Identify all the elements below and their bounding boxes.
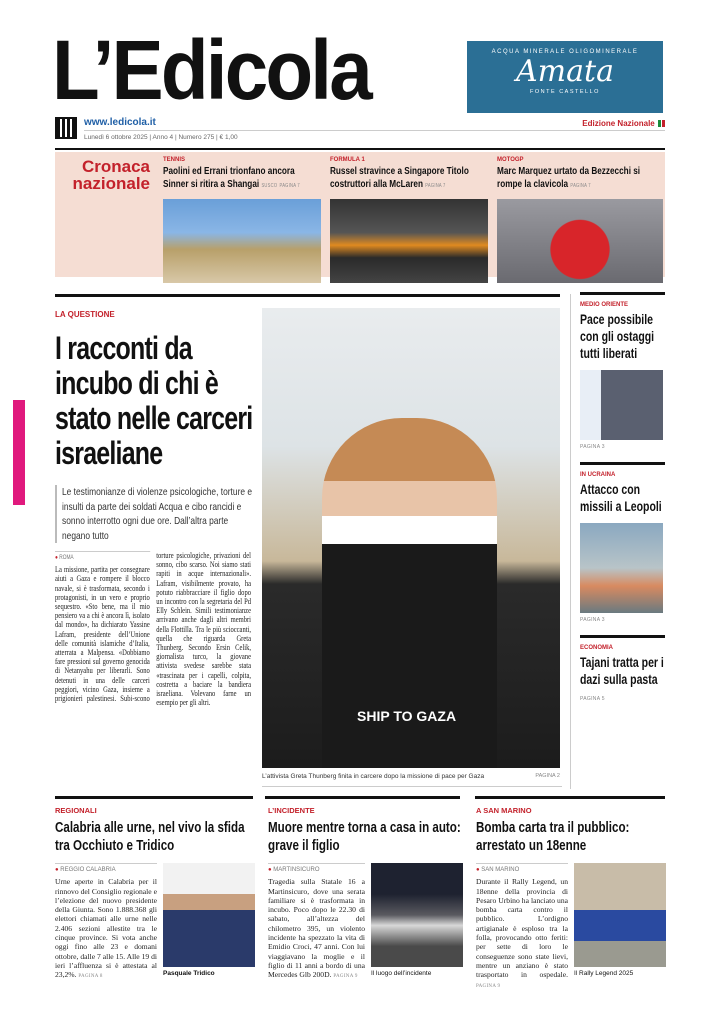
kicker: MOTOGP (497, 157, 524, 163)
tridico-photo (163, 863, 255, 967)
page-ref: PAGINA 2 (535, 773, 560, 779)
page-ref: PAGINA 9 (333, 974, 358, 980)
rally-photo (574, 863, 666, 967)
lead-photo (262, 308, 560, 768)
lead-body (55, 551, 251, 707)
kicker: MEDIO ORIENTE (580, 302, 629, 308)
masthead-logo: L’Edicola (52, 23, 370, 117)
headline: Marc Marquez urtato da Bezzecchi si rompe la clavicola (497, 166, 641, 190)
strip-title: Cronaca nazionale (72, 157, 150, 193)
divider (475, 796, 665, 799)
strip-item-tennis[interactable] (163, 157, 321, 283)
sidebar-item-ucraina[interactable] (580, 462, 665, 623)
body-text: Tragedia sulla Statale 16 a Martinsicuro, dove una serata familiare si è trasformata in incubo. Poco dopo le 22.30 di sabato, all’altezza del chilometro 395, un violento incidente ha spezzato la vita di Emidio Croci, 47 anni. Con lui viaggiavano la moglie e il figlio di 11 anni a bordo di una Mercedes Glb 200D. (268, 877, 365, 980)
lead-body-col1: La missione, partita per consegnare aiuti a Gaza e rompere il blocco navale, si è trasformata, secondo i protagonisti, in un vero e proprio sequestro. «Sto bene, ma il mio pensiero va a chi è ancora lì, isolato dal mondo», ha dichiarato Yassine Lafram, presidente dell’Unione delle comunità islamiche d’Italia, atterrata a Malpensa. «Dobbiamo fare pressioni sul governo genocida di Netanyahu per liberarli. Sono detenuti in una delle carceri peggiori, vicino Gaza, insieme a prigionieri palestinesi. Subi- (55, 565, 150, 704)
edition-label (582, 119, 665, 128)
body-text: Durante il Rally Legend, un 18enne della provincia di Pesaro Urbino ha lanciato una bomba carta contro il pubblico. L’ordigno artigianale è esploso tra la folla, provocando otto feriti: per sette di loro le conseguenze sono state lievi, mentre un anziano è stato trasportato in ospedale. (476, 877, 568, 980)
kicker: A SAN MARINO (476, 806, 532, 815)
headline: Pace possibile con gli ostaggi tutti liberati (580, 311, 655, 361)
bottom-article-incidente[interactable] (268, 806, 463, 982)
divider (84, 130, 665, 131)
page-ref: PAGINA 7 (570, 183, 591, 189)
author: SUSCO (261, 183, 278, 189)
tennis-photo (163, 199, 321, 283)
lead-body-col2: scono torture psicologiche, privazioni del sonno, cibo scarso. Noi siamo stati rapiti in acque internazionali». Lafram, visibilmente provato, ha potuto riabbracciare il figlio dopo un incontro con la segretaria del Pd Elly Schlein. Simili testimonianze arrivano anche dagli altri membri della Flottilla. Tra le più scioccanti, quella che riguarda Greta Thunberg. Secondo Ersin Celik, giornalista turco, la giovane attivista svedese sarebbe stata «trascinata per i capelli, colpita, costretta a baciare la bandiera israeliana. Volevano farne un esempio per gli altri. (134, 551, 251, 708)
motogp-photo (497, 199, 663, 283)
formula1-photo (330, 199, 488, 283)
photo-caption: Pasquale Tridico (163, 970, 215, 977)
page-ref: PAGINA 8 (78, 974, 103, 980)
bottom-article-regionali[interactable] (55, 806, 255, 982)
location: ● SAN MARINO (476, 866, 568, 875)
lead-kicker: LA QUESTIONE (55, 310, 115, 319)
bottom-article-san-marino[interactable] (476, 806, 666, 991)
photo-caption: Il luogo dell’incidente (371, 970, 432, 977)
strip-item-formula1[interactable] (330, 157, 488, 283)
photo-caption (262, 773, 560, 780)
location: ● ROMA (55, 551, 150, 563)
lead-deck (55, 485, 255, 543)
advertisement-amata[interactable] (467, 41, 663, 113)
divider (265, 796, 460, 799)
column-divider (570, 294, 571, 789)
shirt-text: SHIP TO GAZA (357, 708, 457, 724)
kicker: L’INCIDENTE (268, 806, 315, 815)
strip-item-motogp[interactable] (497, 157, 663, 283)
caption-text: L’attivista Greta Thunberg finita in carcere dopo la missione di pace per Gaza (262, 773, 485, 780)
website-link[interactable]: www.ledicola.it (84, 117, 156, 128)
location: ● REGGIO CALABRIA (55, 866, 157, 875)
sidebar-item-medio-oriente[interactable] (580, 292, 665, 450)
kicker: FORMULA 1 (330, 157, 365, 163)
headline: Paolini ed Errani trionfano ancora Sinner si ritira a Shangai (163, 166, 295, 190)
divider (55, 148, 665, 150)
deck-text: Le testimonianze di violenze psicologiche, torture e insulti da parte dei soldati Acqua e cibo rancidi e sonno interrotto ogni due ore. Dall’altra parte negano tutto (62, 486, 253, 542)
divider (55, 294, 560, 297)
incident-photo (371, 863, 463, 967)
dateline: Lunedì 6 ottobre 2025 | Anno 4 | Numero 275 | € 1,00 (84, 134, 238, 141)
sidebar-item-economia[interactable] (580, 635, 665, 702)
qr-code-icon[interactable] (55, 117, 77, 139)
divider (55, 796, 253, 799)
page-ref: PAGINA 3 (580, 444, 605, 450)
edition-text: Edizione Nazionale (582, 119, 655, 128)
page-ref: PAGINA 9 (476, 983, 501, 989)
page-ref: PAGINA 7 (279, 183, 300, 189)
ad-bottom-text: FONTE CASTELLO (530, 89, 600, 95)
section-marker (13, 400, 25, 505)
ad-brand: Amata (516, 54, 614, 89)
lead-headline[interactable]: I racconti da incubo di chi è stato nelle carceri israeliane (55, 330, 253, 471)
body-text: Urne aperte in Calabria per il rinnovo del Consiglio regionale e l’elezione del nuovo presidente della Giunta. Sono 1.888.368 gli elettori chiamati alle urne nelle 2.406 sezioni allestite tra le cinque province. Si vota anche oggi fino alle 23 e domani ottobre, dalle 7 alle 15. Alle 19 di ieri l’affluenza si è attestata al 23,2%. (55, 877, 157, 980)
lead-article (55, 310, 255, 707)
page-ref: PAGINA 5 (580, 696, 605, 702)
kicker: ECONOMIA (580, 645, 613, 651)
italy-flag-red (662, 120, 665, 127)
location: ● MARTINSICURO (268, 866, 365, 875)
headline: Russel stravince a Singapore Titolo costruttori alla McLaren (330, 166, 469, 190)
italy-flag-icon (658, 120, 661, 127)
sidebar (580, 292, 665, 714)
headline: Muore mentre torna a casa in auto: grave il figlio (268, 820, 461, 854)
netanyahu-photo (580, 370, 663, 440)
leopoli-photo (580, 523, 663, 613)
photo-caption: Il Rally Legend 2025 (574, 970, 634, 977)
headline: Bomba carta tra il pubblico: arrestato un 18enne (476, 820, 630, 854)
kicker: REGIONALI (55, 806, 97, 815)
headline: Calabria alle urne, nel vivo la sfida tra Occhiuto e Tridico (55, 820, 245, 854)
page-ref: PAGINA 7 (425, 183, 446, 189)
divider (262, 786, 562, 787)
ad-top-text: ACQUA MINERALE OLIGOMINERALE (491, 49, 639, 55)
headline: Attacco con missili a Leopoli (580, 481, 662, 514)
headline: Tajani tratta per i dazi sulla pasta (580, 654, 664, 687)
kicker: IN UCRAINA (580, 472, 616, 478)
kicker: TENNIS (163, 157, 186, 163)
page-ref: PAGINA 3 (580, 617, 605, 623)
